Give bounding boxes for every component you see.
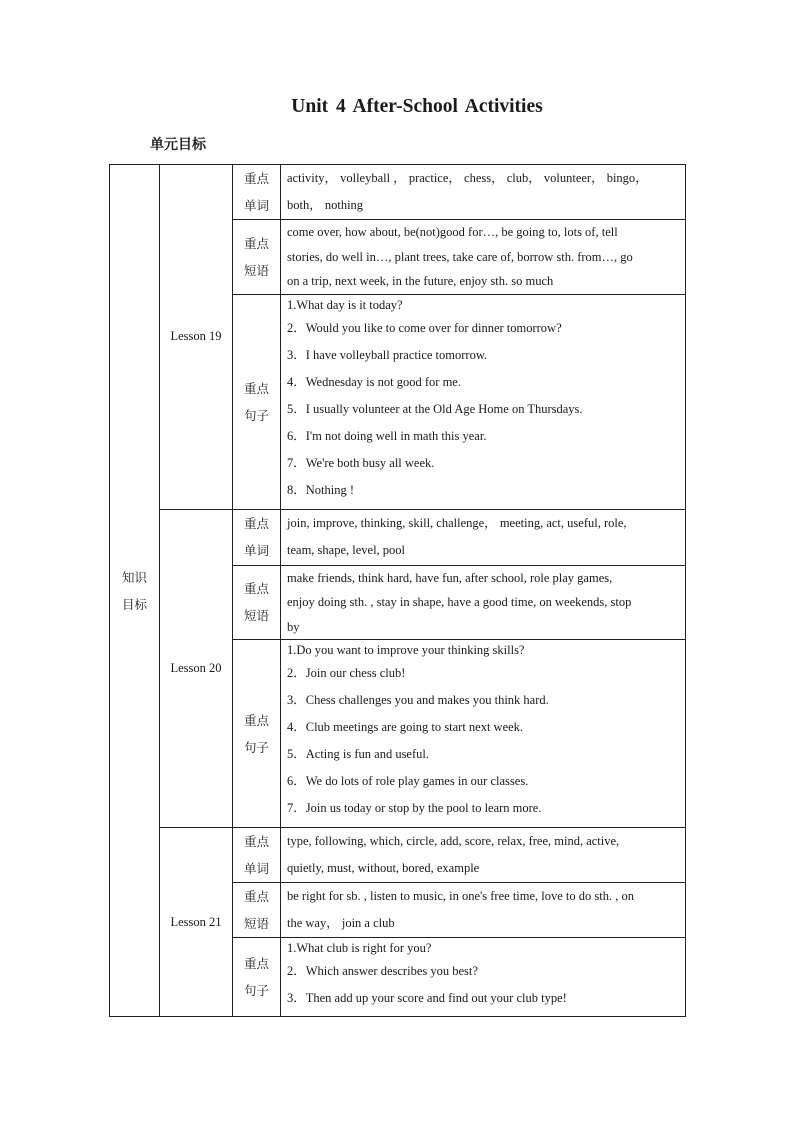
sentences-cell: 1.What club is right for you? 2．Which answer describes you best? 3．Then add up your score and find out your club type! bbox=[281, 938, 686, 1017]
category-label: 目标 bbox=[121, 596, 147, 612]
words-cell: join, improve, thinking, skill, challenge， meeting, act, useful, role, team, shape, level, pool bbox=[281, 509, 686, 565]
category-cell bbox=[110, 165, 160, 1017]
lesson-cell: Lesson 21 bbox=[160, 828, 233, 1017]
words-cell: activity， volleyball ， practice， chess， club， volunteer， bingo， both， nothing bbox=[281, 165, 686, 220]
row-label-words: 重点 单词 bbox=[233, 509, 281, 565]
table-row bbox=[110, 828, 686, 883]
section-heading: 单元目标 bbox=[150, 137, 206, 153]
phrases-cell: be right for sb. , listen to music, in one's free time, love to do sth. , on the way， join a club bbox=[281, 883, 686, 938]
row-label-words: 重点 单词 bbox=[233, 828, 281, 883]
lesson-cell: Lesson 20 bbox=[160, 509, 233, 828]
row-label-sentences: 重点 句子 bbox=[233, 294, 281, 509]
phrases-cell: come over, how about, be(not)good for…, be going to, lots of, tell stories, do well in…, plant trees, take care of, borrow sth. from…, go on a trip, next week, in the future, enjoy sth. so much bbox=[281, 220, 686, 295]
row-label-phrases: 重点 短语 bbox=[233, 565, 281, 640]
row-label-words: 重点 单词 bbox=[233, 165, 281, 220]
table-row bbox=[110, 165, 686, 220]
lesson-cell: Lesson 19 bbox=[160, 165, 233, 510]
row-label-sentences: 重点 句子 bbox=[233, 640, 281, 828]
sentences-cell: 1.What day is it today? 2．Would you like to come over for dinner tomorrow? 3．I have volleyball practice tomorrow. 4．Wednesday is not good for me. 5．I usually volunteer at the Old Age Home on Thursdays. 6．I'm not doing well in math this year. 7．We're both busy all week. 8．Nothing ! bbox=[281, 294, 686, 509]
words-cell: type, following, which, circle, add, score, relax, free, mind, active, quietly, must, without, bored, example bbox=[281, 828, 686, 883]
unit-goals-table bbox=[109, 164, 686, 1017]
sentences-cell: 1.Do you want to improve your thinking skills? 2．Join our chess club! 3．Chess challenges you and makes you think hard. 4．Club meetings are going to start next week. 5．Acting is fun and useful. 6．We do lots of role play games in our classes. 7．Join us today or stop by the pool to learn more. bbox=[281, 640, 686, 828]
category-label: 知识 bbox=[121, 569, 147, 585]
phrases-cell: make friends, think hard, have fun, after school, role play games, enjoy doing sth. , stay in shape, have a good time, on weekends, stop by bbox=[281, 565, 686, 640]
table-row bbox=[110, 509, 686, 565]
row-label-sentences: 重点 句子 bbox=[233, 938, 281, 1017]
page-title: Unit 4 After-School Activities bbox=[291, 96, 543, 117]
row-label-phrases: 重点 短语 bbox=[233, 883, 281, 938]
row-label-phrases: 重点 短语 bbox=[233, 220, 281, 295]
